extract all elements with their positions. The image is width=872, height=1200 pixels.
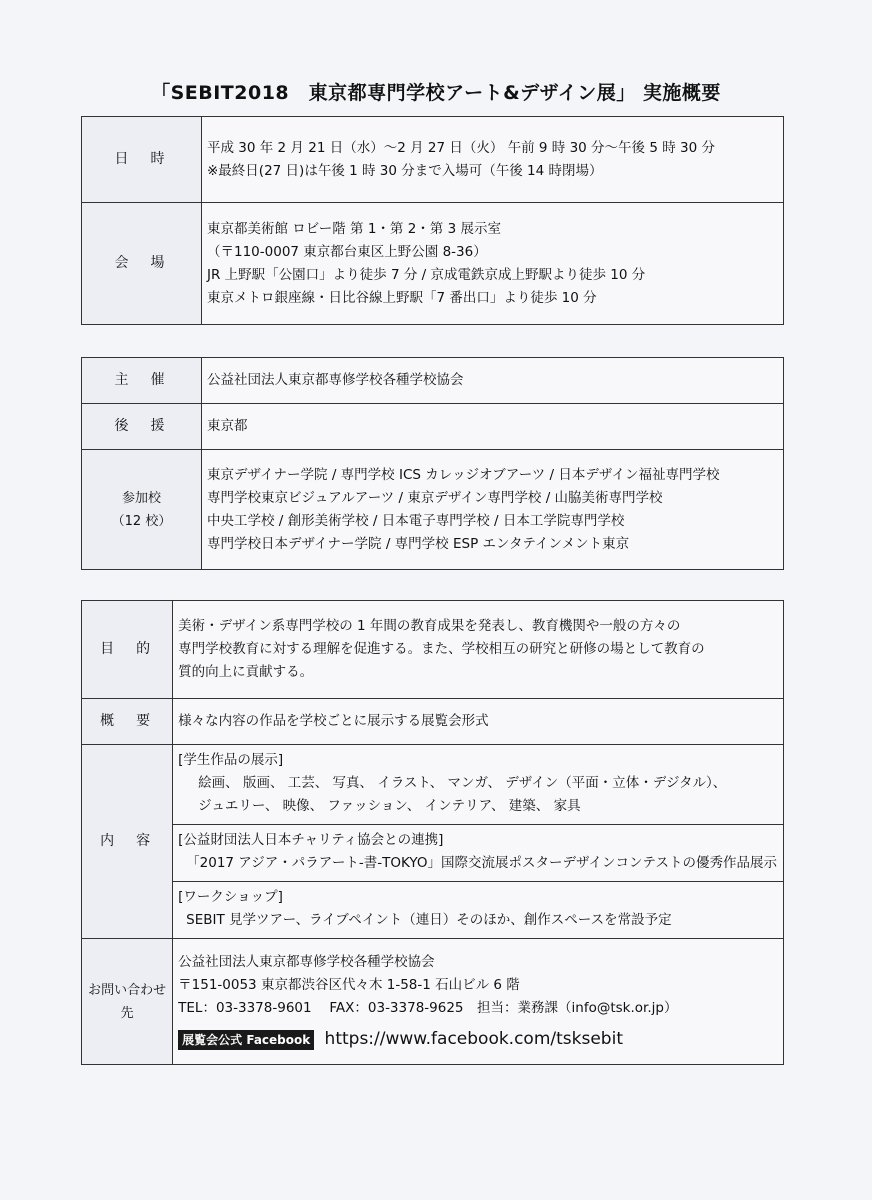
facebook-line bbox=[178, 1028, 777, 1052]
content-line: ジュエリー、 映像、 ファッション、 インテリア、 建築、 家具 bbox=[198, 798, 581, 814]
contact-row bbox=[82, 939, 784, 1065]
schools-label-text: 参加校 bbox=[121, 490, 161, 506]
purpose-line: 質的向上に貢献する。 bbox=[178, 664, 314, 680]
date-value bbox=[202, 117, 784, 203]
organizer-value: 公益社団法人東京都専修学校各種学校協会 bbox=[202, 358, 784, 404]
content-row bbox=[82, 745, 784, 939]
content-section-workshop bbox=[173, 882, 783, 938]
schools-line: 専門学校日本デザイナー学院 / 専門学校 ESP エンタテインメント東京 bbox=[207, 535, 630, 552]
details-table bbox=[81, 600, 784, 1065]
content-section-student-works bbox=[173, 745, 783, 825]
content-heading: [公益財団法人日本チャリティ協会との連携] bbox=[178, 832, 444, 848]
purpose-value bbox=[173, 601, 784, 699]
purpose-line: 美術・デザイン系専門学校の 1 年間の教育成果を発表し、教育機関や一般の方々の bbox=[178, 618, 681, 634]
date-label: 日 時 bbox=[82, 117, 202, 203]
schools-label bbox=[82, 450, 202, 570]
schools-count: （12 校） bbox=[111, 513, 172, 529]
overview-label: 概 要 bbox=[82, 699, 173, 745]
content-section-charity bbox=[173, 825, 783, 882]
contact-value bbox=[173, 939, 784, 1065]
content-label: 内 容 bbox=[82, 745, 173, 939]
purpose-line: 専門学校教育に対する理解を促進する。また、学校相互の研究と研修の場として教育の bbox=[178, 641, 705, 657]
schools-line: 東京デザイナー学院 / 専門学校 ICS カレッジオブアーツ / 日本デザイン福祉専門学校 bbox=[207, 466, 720, 483]
content-line: 絵画、 版画、 工芸、 写真、 イラスト、 マンガ、 デザイン（平面・立体・デジタル）、 bbox=[198, 775, 727, 791]
venue-line: 東京メトロ銀座線・日比谷線上野駅「7 番出口」より徒歩 10 分 bbox=[207, 289, 597, 306]
organizer-row bbox=[82, 358, 784, 404]
overview-row bbox=[82, 699, 784, 745]
venue-line: JR 上野駅「公園口」より徒歩 7 分 / 京成電鉄京成上野駅より徒歩 10 分 bbox=[207, 266, 646, 283]
organization-table bbox=[81, 357, 784, 570]
purpose-label: 目 的 bbox=[82, 601, 173, 699]
support-row bbox=[82, 404, 784, 450]
venue-line: （〒110-0007 東京都台東区上野公園 8-36） bbox=[207, 243, 487, 260]
content-line: SEBIT 見学ツアー、ライブペイント（連日）そのほか、創作スペースを常設予定 bbox=[186, 912, 672, 928]
overview-value: 様々な内容の作品を学校ごとに展示する展覧会形式 bbox=[173, 699, 784, 745]
schools-line: 中央工学校 / 創形美術学校 / 日本電子専門学校 / 日本工学院専門学校 bbox=[207, 512, 625, 529]
contact-label: お問い合わせ先 bbox=[82, 939, 173, 1065]
content-value bbox=[173, 745, 784, 939]
contact-line: 公益社団法人東京都専修学校各種学校協会 bbox=[178, 954, 435, 971]
venue-line: 東京都美術館 ロビー階 第 1・第 2・第 3 展示室 bbox=[207, 220, 501, 237]
date-line: 平成 30 年 2 月 21 日（水）～2 月 27 日（火） 午前 9 時 30 分～午後 5 時 30 分 bbox=[207, 139, 715, 156]
support-value: 東京都 bbox=[202, 404, 784, 450]
contact-line: 〒151-0053 東京都渋谷区代々木 1-58-1 石山ビル 6 階 bbox=[178, 977, 520, 994]
content-heading: [ワークショップ] bbox=[178, 889, 283, 905]
page-title: 「SEBIT2018 東京都専門学校アート&デザイン展」 実施概要 bbox=[151, 82, 721, 104]
venue-label: 会 場 bbox=[82, 203, 202, 325]
venue-value bbox=[202, 203, 784, 325]
schedule-table bbox=[81, 116, 784, 325]
contact-line: TEL：03-3378-9601 FAX：03-3378-9625 担当：業務課（info@tsk.or.jp） bbox=[178, 1000, 678, 1017]
organizer-label: 主 催 bbox=[82, 358, 202, 404]
schools-line: 専門学校東京ビジュアルアーツ / 東京デザイン専門学校 / 山脇美術専門学校 bbox=[207, 489, 663, 506]
schools-value bbox=[202, 450, 784, 570]
support-label: 後 援 bbox=[82, 404, 202, 450]
purpose-row bbox=[82, 601, 784, 699]
venue-row bbox=[82, 203, 784, 325]
schools-row bbox=[82, 450, 784, 570]
facebook-badge: 展覧会公式 Facebook bbox=[178, 1030, 314, 1050]
content-heading: [学生作品の展示] bbox=[178, 752, 284, 768]
date-note-line: ※最終日(27 日)は午後 1 時 30 分まで入場可（午後 14 時閉場） bbox=[207, 162, 603, 179]
content-line: 「2017 アジア・パラアート-書-TOKYO」国際交流展ポスターデザインコンテストの優秀作品展示 bbox=[186, 855, 777, 871]
date-row bbox=[82, 117, 784, 203]
facebook-link[interactable]: https://www.facebook.com/tsksebit bbox=[324, 1029, 623, 1050]
